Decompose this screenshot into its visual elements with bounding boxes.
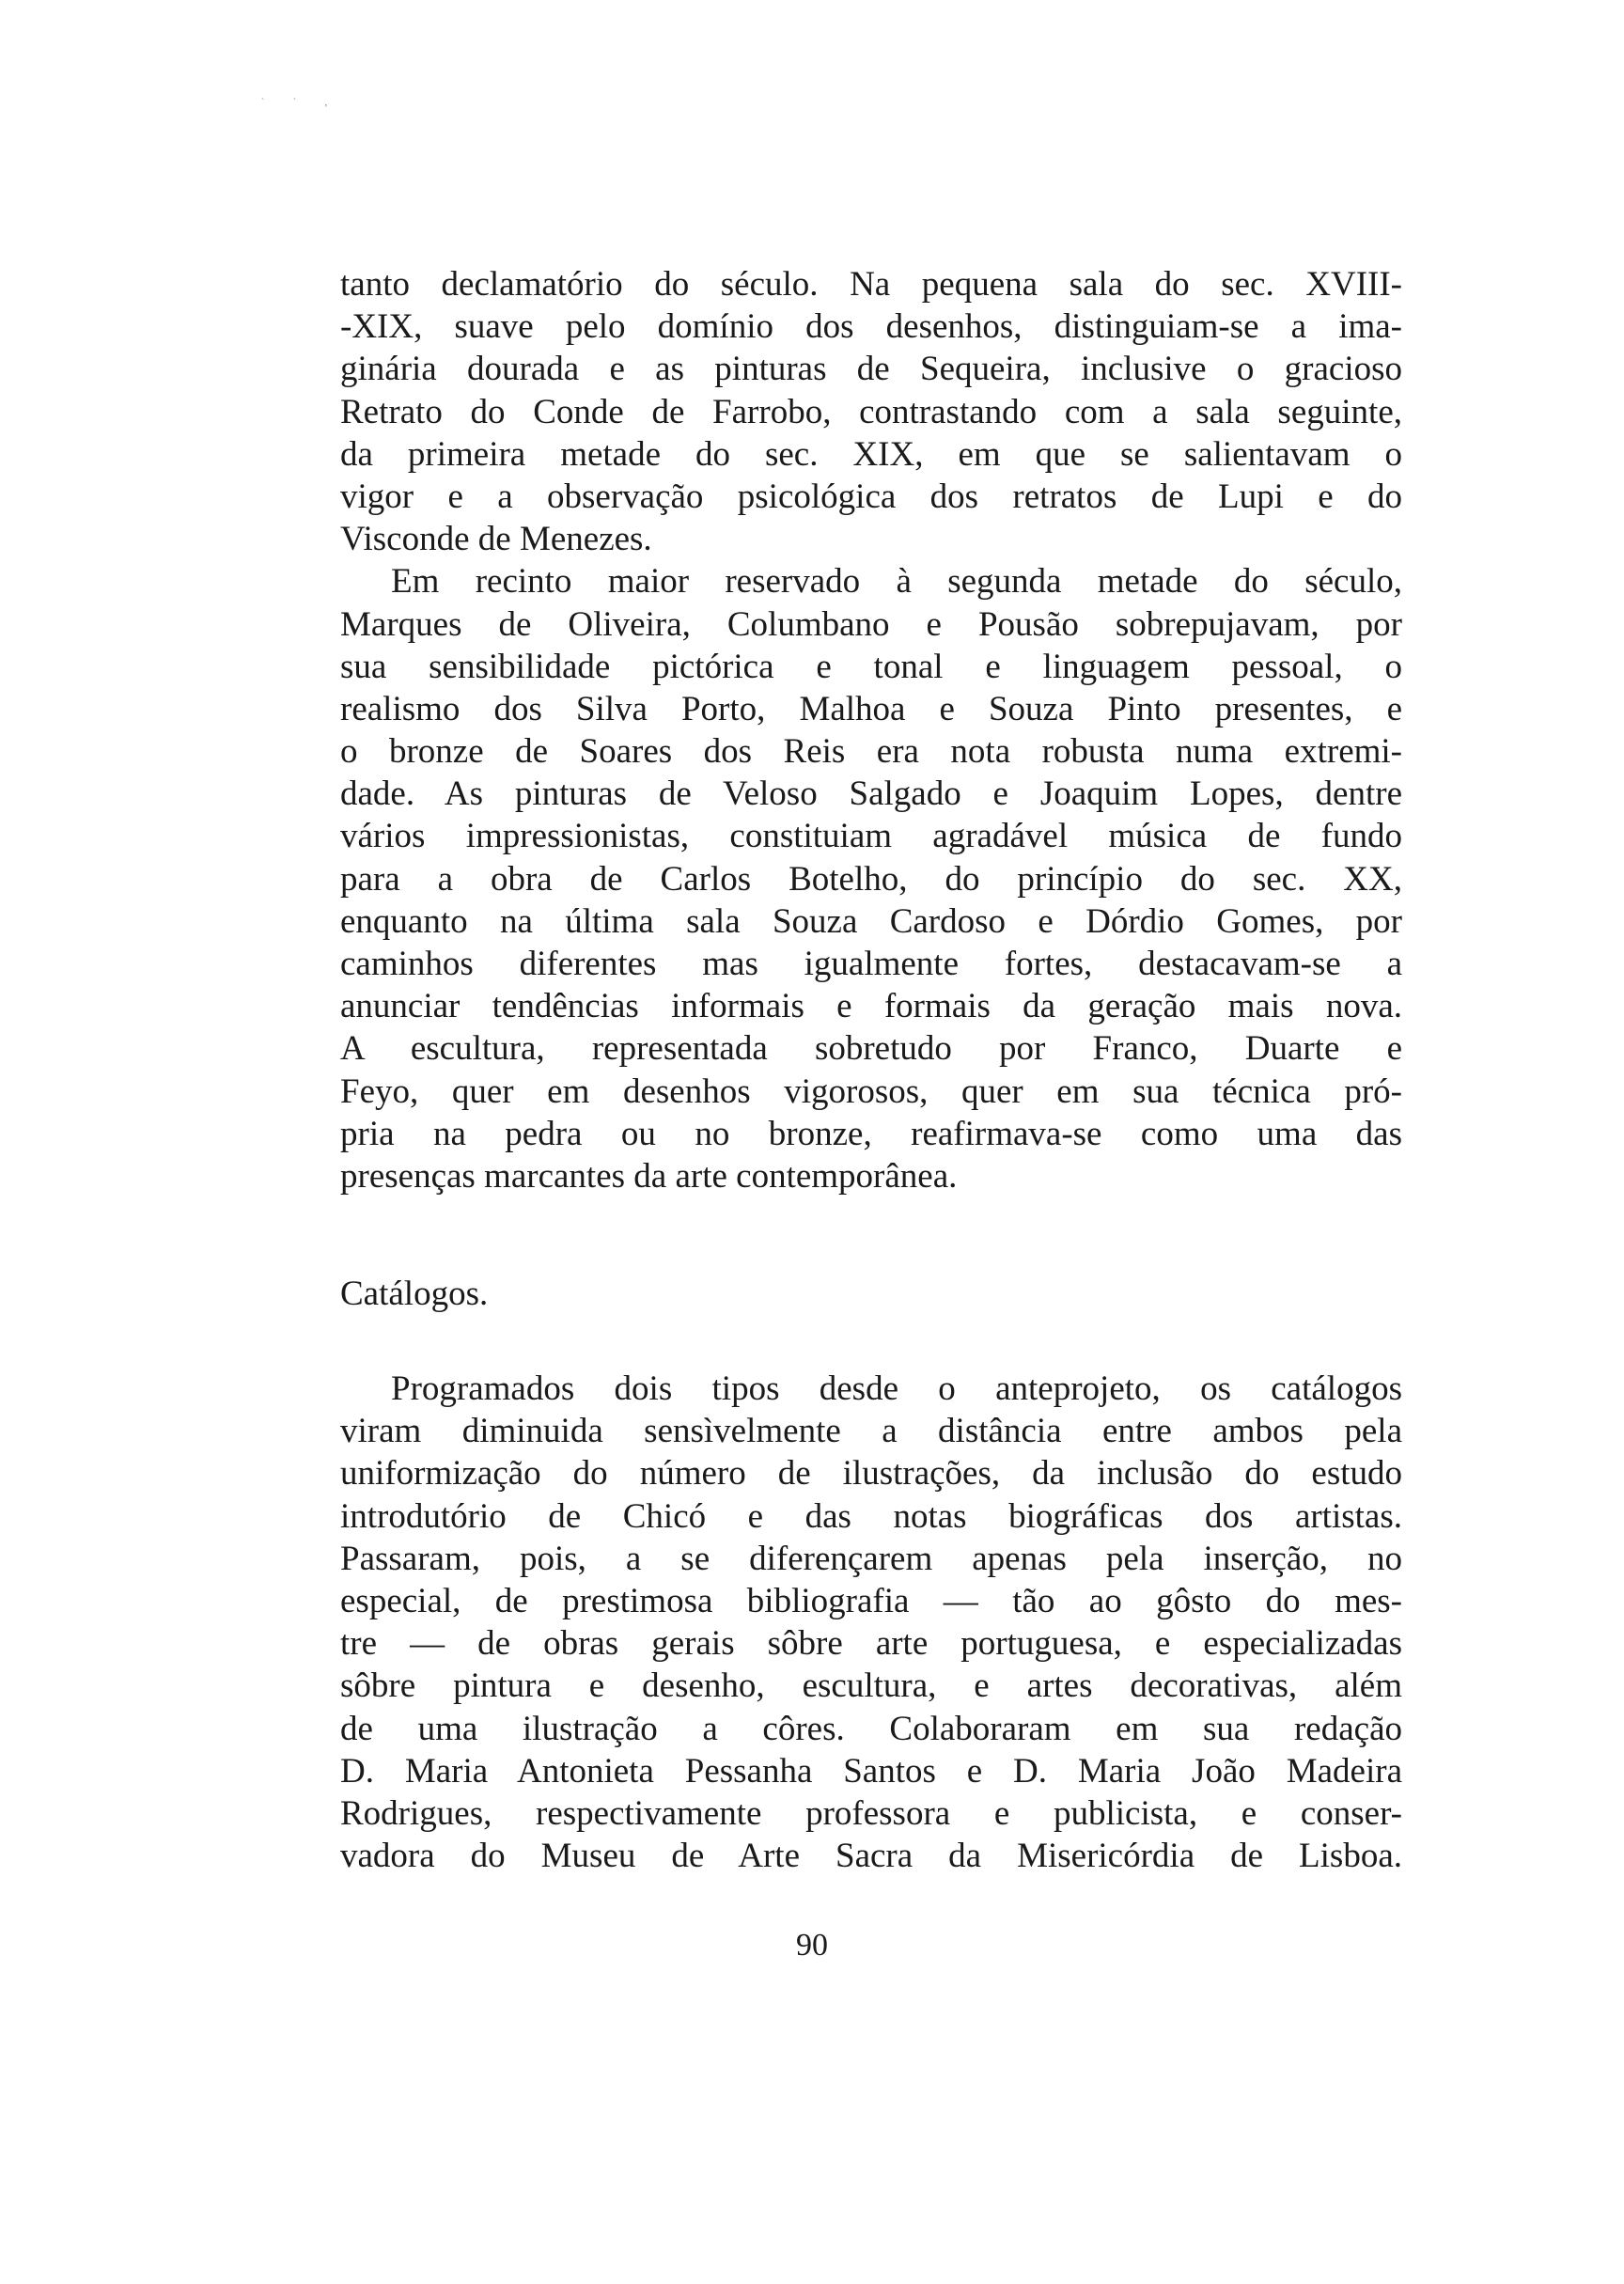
text-line: tanto declamatório do século. Na pequena sala do sec. XVIII- xyxy=(340,265,1402,304)
text-line: dade. As pinturas de Veloso Salgado e Joaquim Lopes, dentre xyxy=(340,774,1402,814)
text-line: o bronze de Soares dos Reis era nota robusta numa extremi- xyxy=(340,732,1402,772)
text-line: viram diminuida sensìvelmente a distância entre ambos pela xyxy=(340,1412,1402,1451)
text-line: A escultura, representada sobretudo por Franco, Duarte e xyxy=(340,1029,1402,1069)
text-line: presenças marcantes da arte contemporânea. xyxy=(340,1156,958,1196)
text-line: vigor e a observação psicológica dos retratos de Lupi e do xyxy=(340,477,1402,516)
body-text xyxy=(340,1368,1402,1877)
text-line: uniformização do número de ilustrações, da inclusão do estudo xyxy=(340,1454,1402,1494)
text-line: vadora do Museu de Arte Sacra da Misericórdia de Lisboa. xyxy=(340,1837,1402,1876)
text-line: -XIX, suave pelo domínio dos desenhos, distinguiam-se a ima- xyxy=(340,307,1402,347)
scan-specks: ` ` , xyxy=(261,98,341,108)
text-line: introdutório de Chicó e das notas biográficas dos artistas. xyxy=(340,1496,1402,1536)
text-line: enquanto na última sala Souza Cardoso e Dórdio Gomes, por xyxy=(340,901,1402,941)
body-text xyxy=(340,263,1402,1197)
text-line: vários impressionistas, constituiam agradável música de fundo xyxy=(340,817,1402,856)
text-line: sôbre pintura e desenho, escultura, e artes decorativas, além xyxy=(340,1666,1402,1706)
text-line: tre — de obras gerais sôbre arte portuguesa, e especializadas xyxy=(340,1624,1402,1664)
text-line: especial, de prestimosa bibliografia — tão ao gôsto do mes- xyxy=(340,1581,1402,1620)
text-line: Programados dois tipos desde o anteprojeto, os catálogos xyxy=(391,1369,1402,1408)
text-line: Passaram, pois, a se diferençarem apenas pela inserção, no xyxy=(340,1539,1402,1578)
text-line: realismo dos Silva Porto, Malhoa e Souza Pinto presentes, e xyxy=(340,689,1402,728)
section-heading: Catálogos. xyxy=(340,1275,489,1313)
page-number: 90 xyxy=(796,1928,828,1963)
text-line: D. Maria Antonieta Pessanha Santos e D. Maria João Madeira xyxy=(340,1751,1402,1791)
text-line: caminhos diferentes mas igualmente fortes, destacavam-se a xyxy=(340,945,1402,983)
text-line: ginária dourada e as pinturas de Sequeira, inclusive o gracioso xyxy=(340,350,1402,389)
text-line: Feyo, quer em desenhos vigorosos, quer em sua técnica pró- xyxy=(340,1072,1402,1111)
text-line: Retrato do Conde de Farrobo, contrastando com a sala seguinte, xyxy=(340,392,1402,431)
text-line: Visconde de Menezes. xyxy=(340,520,652,559)
text-line: Rodrigues, respectivamente professora e publicista, e conser- xyxy=(340,1793,1402,1833)
text-line: para a obra de Carlos Botelho, do princípio do sec. XX, xyxy=(340,859,1402,899)
text-line: anunciar tendências informais e formais da geração mais nova. xyxy=(340,987,1402,1026)
text-line: Marques de Oliveira, Columbano e Pousão sobrepujavam, por xyxy=(340,604,1402,644)
text-line: Em recinto maior reservado à segunda metade do século, xyxy=(391,562,1402,602)
text-line: da primeira metade do sec. XIX, em que se salientavam o xyxy=(340,434,1402,474)
text-line: pria na pedra ou no bronze, reafirmava-se como uma das xyxy=(340,1114,1402,1153)
text-line: de uma ilustração a côres. Colaboraram em sua redação xyxy=(340,1709,1402,1748)
section-heading-block xyxy=(340,1273,1402,1315)
text-line: sua sensibilidade pictórica e tonal e linguagem pessoal, o xyxy=(340,647,1402,686)
